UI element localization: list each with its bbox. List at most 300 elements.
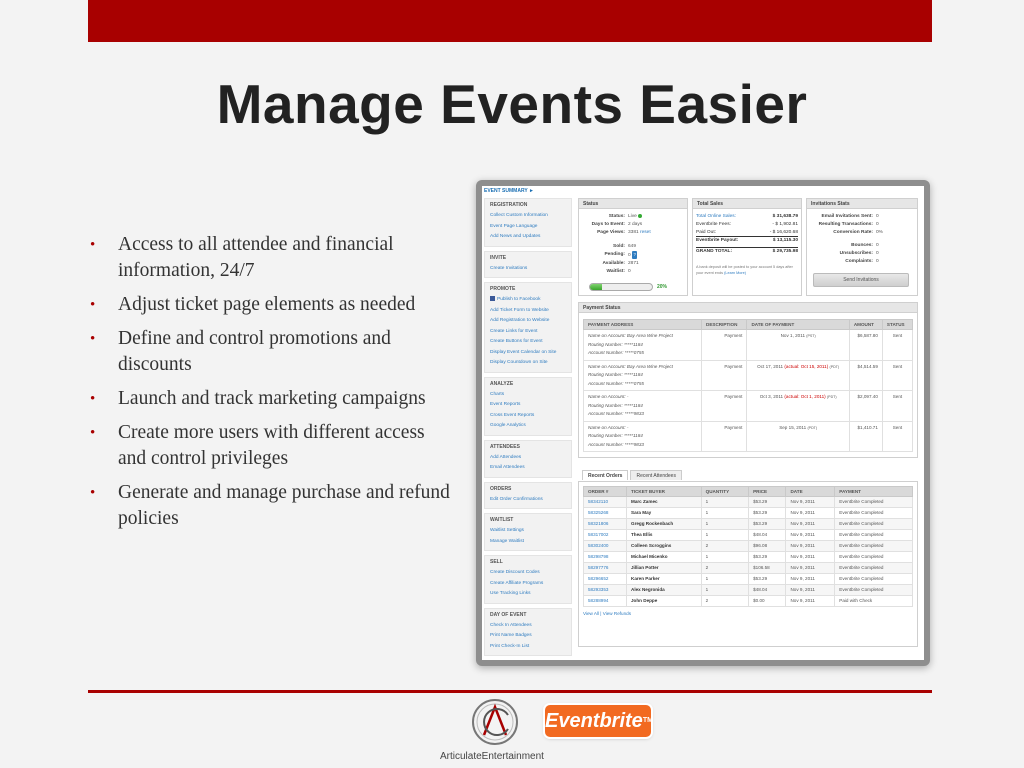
invitation-key: Complaints: <box>845 258 873 264</box>
ticket-buyer: Jillian Potter <box>627 563 702 574</box>
invitation-rows <box>807 209 917 266</box>
sidebar-link-label: Create Links for Event <box>490 328 538 334</box>
payment-header-row <box>584 320 913 330</box>
sidebar-link-label: Use Tracking Links <box>490 591 531 596</box>
payment-column-header: DESCRIPTION <box>702 320 747 330</box>
bullet-text: Generate and manage purchase and refund policies <box>118 482 450 529</box>
sidebar-link-label: Print Name Badges <box>490 633 532 638</box>
order-price: $53.29 <box>749 519 786 530</box>
payment-date-cell <box>747 360 849 391</box>
order-price: $48.04 <box>749 530 786 541</box>
sales-key: Eventbrite Payout: <box>696 238 739 244</box>
status-value: 2 days <box>628 221 643 227</box>
order-number-link[interactable]: 58297776 <box>584 563 627 574</box>
account-number: Account Number: *****0755 <box>588 350 644 355</box>
invitation-key: Unsubscribes: <box>839 251 873 257</box>
bullet-glyph: • <box>90 391 96 407</box>
dashboard-screenshot <box>482 186 924 660</box>
sidebar-link[interactable] <box>490 211 566 222</box>
sidebar-link-label: Email Attendees <box>490 465 525 470</box>
order-number-link[interactable]: 58288994 <box>584 596 627 607</box>
eventbrite-wordmark: Eventbrite <box>545 710 643 732</box>
orders-column-header: TICKET BUYER <box>627 487 702 497</box>
order-date: Nov 9, 2011 <box>786 574 835 585</box>
sidebar-link[interactable] <box>490 232 566 243</box>
sidebar-section <box>484 608 572 657</box>
sidebar-link[interactable] <box>490 358 566 369</box>
bullet-list <box>90 232 450 540</box>
ticket-buyer: Colleen Scroggins <box>627 541 702 552</box>
live-dot-icon <box>638 214 642 218</box>
sales-key[interactable]: Total Online Sales: <box>696 214 736 219</box>
order-quantity: 1 <box>701 552 748 563</box>
order-row <box>584 585 913 596</box>
payment-status-title: Payment Status <box>579 303 917 313</box>
learn-more-link[interactable]: (Learn More) <box>724 270 747 275</box>
bullet-item <box>90 292 450 318</box>
grand-total-value: $ 29,735.98 <box>772 249 798 255</box>
sidebar-link-label: Add Ticket Form to Website <box>490 307 549 313</box>
payment-date-cell <box>747 330 849 361</box>
invitation-value: 0% <box>876 229 883 235</box>
payment-timezone: (PDT) <box>826 395 837 399</box>
sidebar-link[interactable] <box>490 306 566 317</box>
payment-timezone: (PST) <box>806 334 816 338</box>
status-title: Status <box>579 199 687 209</box>
orders-header-row <box>584 487 913 497</box>
payment-description: Payment <box>702 360 747 391</box>
sidebar-section <box>484 482 572 510</box>
bullet-glyph: • <box>90 425 96 441</box>
bullet-text: Define and control promotions and discounts <box>118 328 391 375</box>
sidebar-section <box>484 555 572 604</box>
order-row <box>584 541 913 552</box>
sidebar-section-title: SELL <box>490 559 503 565</box>
invitation-value: 0 <box>876 243 879 249</box>
bullet-item <box>90 420 450 472</box>
payment-timezone: (PDT) <box>829 364 840 369</box>
payment-description: Payment <box>702 391 747 422</box>
order-row <box>584 519 913 530</box>
status-row <box>581 213 685 221</box>
payment-date: Oct 17, 2011 <box>757 363 784 369</box>
order-date: Nov 9, 2011 <box>786 497 835 508</box>
invitation-value: 0 <box>876 258 879 264</box>
sidebar-link[interactable] <box>490 463 566 474</box>
order-payment: Eventbrite Completed <box>835 497 913 508</box>
sidebar-link-label: Display Event Calendar on Site <box>490 349 557 355</box>
sidebar-link[interactable] <box>490 642 566 653</box>
payment-status: Sent <box>882 330 912 361</box>
order-payment: Eventbrite Completed <box>835 541 913 552</box>
orders-footer-links[interactable]: View All | View Refunds <box>583 611 632 616</box>
status-key: Days to Event: <box>591 221 625 227</box>
pending-value: 0 <box>628 253 631 259</box>
payment-column-header: AMOUNT <box>849 320 882 330</box>
order-quantity: 1 <box>701 508 748 519</box>
sidebar-link-label: Cross Event Reports <box>490 412 535 418</box>
payment-description: Payment <box>702 421 747 452</box>
order-quantity: 1 <box>701 530 748 541</box>
articulate-entertainment-wordmark: ArticulateEntertainment <box>440 751 544 762</box>
payment-table <box>583 319 913 452</box>
routing-number: Routing Number: *****1184 <box>588 341 643 347</box>
status-value <box>625 251 637 260</box>
order-number-link[interactable]: 58298798 <box>584 552 627 563</box>
order-quantity: 2 <box>701 596 748 607</box>
sidebar-link[interactable] <box>490 316 566 327</box>
order-number-link[interactable]: 58342110 <box>584 497 627 508</box>
sales-value: - $ 16,620.68 <box>769 229 798 235</box>
sales-progress-label: 20% <box>657 284 668 290</box>
sidebar-section <box>484 198 572 247</box>
status-key: Waitlist: <box>606 268 625 274</box>
invitation-key: Email Invitations Sent: <box>821 214 873 219</box>
payment-column-header: STATUS <box>882 320 912 330</box>
orders-table <box>583 486 913 607</box>
bullet-item <box>90 480 450 532</box>
order-date: Nov 9, 2011 <box>786 519 835 530</box>
tab-recent-attendees[interactable]: Recent Attendees <box>630 470 681 480</box>
status-value: 0 <box>628 268 631 274</box>
facebook-icon <box>490 296 495 301</box>
sidebar-link[interactable] <box>490 537 566 548</box>
ticket-buyer: John Deppe <box>627 596 702 607</box>
sidebar-link[interactable] <box>490 222 566 233</box>
ticket-buyer: Marc Zamec <box>627 497 702 508</box>
sidebar-section-title: ATTENDEES <box>490 443 520 450</box>
order-number-link[interactable]: 58325268 <box>584 508 627 519</box>
order-quantity: 1 <box>701 519 748 530</box>
sidebar-link-label: Create Invitations <box>490 265 528 271</box>
order-price: $53.29 <box>749 574 786 585</box>
order-quantity: 1 <box>701 497 748 508</box>
sales-progress-fill <box>590 284 602 290</box>
bullet-item <box>90 386 450 412</box>
deposit-note <box>696 264 798 276</box>
account-number: Account Number: *****9833 <box>588 441 644 447</box>
invitation-value: 0 <box>876 251 879 257</box>
sidebar-section <box>484 282 572 373</box>
order-quantity: 2 <box>701 541 748 552</box>
sales-row <box>696 229 798 237</box>
status-row <box>581 251 685 260</box>
order-row <box>584 574 913 585</box>
order-date: Nov 9, 2011 <box>786 530 835 541</box>
eventbrite-trademark: TM <box>642 717 653 724</box>
invitation-row <box>809 258 915 266</box>
order-number-link[interactable]: 58302400 <box>584 541 627 552</box>
status-row <box>581 229 685 237</box>
order-payment: Eventbrite Completed <box>835 508 913 519</box>
payment-address-cell <box>584 360 702 391</box>
status-live-text: Live <box>628 214 637 219</box>
slide-title: Manage Events Easier <box>216 73 808 135</box>
payment-date: Nov 1, 2011 <box>780 333 806 338</box>
sidebar-section-title: WAITLIST <box>490 517 514 523</box>
order-row <box>584 563 913 574</box>
sidebar-link-label: Create Discount Codes <box>490 570 540 575</box>
invitation-value: 0 <box>876 214 879 219</box>
order-row <box>584 530 913 541</box>
sidebar-section-title: PROMOTE <box>490 286 516 292</box>
order-number-link[interactable]: 58296652 <box>584 574 627 585</box>
order-payment: Eventbrite Completed <box>835 585 913 596</box>
order-price: $53.29 <box>749 497 786 508</box>
order-price: $96.08 <box>749 541 786 552</box>
order-payment: Paid with Check <box>835 596 913 607</box>
bullet-text: Launch and track marketing campaigns <box>118 388 426 409</box>
ticket-buyer: Michael Micenko <box>627 552 702 563</box>
order-date: Nov 9, 2011 <box>786 585 835 596</box>
order-date: Nov 9, 2011 <box>786 596 835 607</box>
order-quantity: 1 <box>701 574 748 585</box>
order-payment: Eventbrite Completed <box>835 530 913 541</box>
order-price: $48.04 <box>749 585 786 596</box>
ticket-buyer: Karen Parker <box>627 574 702 585</box>
sidebar-section-title: ANALYZE <box>490 380 514 387</box>
grand-total-row <box>696 247 798 256</box>
invitation-row <box>809 242 915 250</box>
dashboard-sidebar <box>484 198 572 658</box>
sidebar-link-label: Charts <box>490 391 505 397</box>
status-panel <box>578 198 688 296</box>
sales-value: $ 31,638.79 <box>772 214 798 219</box>
orders-column-header: ORDER # <box>584 487 627 497</box>
order-date: Nov 9, 2011 <box>786 552 835 563</box>
total-sales-title: Total Sales <box>693 199 801 209</box>
order-number-link[interactable]: 58321806 <box>584 519 627 530</box>
invitations-panel <box>806 198 918 296</box>
sidebar-link[interactable] <box>490 327 566 338</box>
page-views-value: 3381 <box>628 229 639 235</box>
sidebar-link[interactable] <box>490 589 566 600</box>
reset-link[interactable]: reset <box>640 229 651 235</box>
order-number-link[interactable]: 58317002 <box>584 530 627 541</box>
bullet-glyph: • <box>90 237 96 253</box>
sidebar-link[interactable] <box>490 526 566 537</box>
sidebar-link[interactable] <box>490 453 566 464</box>
orders-column-header: QUANTITY <box>701 487 748 497</box>
top-accent-bar <box>88 0 932 42</box>
sidebar-link-label: Event Reports <box>490 402 521 407</box>
invitations-title: Invitations Stats <box>807 199 917 209</box>
status-value <box>625 213 642 221</box>
sidebar-link-label: Create Buttons for Event <box>490 339 543 344</box>
payment-column-header: DATE OF PAYMENT <box>747 320 849 330</box>
orders-column-header: PRICE <box>749 487 786 497</box>
sidebar-link-label: Collect Custom Information <box>490 213 548 218</box>
bullet-item <box>90 232 450 284</box>
order-payment: Eventbrite Completed <box>835 563 913 574</box>
order-price: $53.29 <box>749 508 786 519</box>
order-payment: Eventbrite Completed <box>835 552 913 563</box>
sidebar-section <box>484 513 572 551</box>
bottom-accent-line <box>88 690 932 693</box>
sales-value: $ 13,115.30 <box>772 238 798 244</box>
sidebar-section-title: ORDERS <box>490 485 512 492</box>
sales-key: Eventbrite Fees: <box>696 221 731 227</box>
ticket-buyer: Thea Ellis <box>627 530 702 541</box>
payment-actual-date: (actual: Oct 15, 2011) <box>784 363 829 369</box>
sales-row <box>696 213 798 221</box>
bullet-text: Adjust ticket page elements as needed <box>118 294 416 315</box>
sidebar-link-label: Manage Waitlist <box>490 538 524 544</box>
payment-row <box>584 330 913 361</box>
account-name: Name on Account: - <box>588 424 629 430</box>
send-invitations-button[interactable]: Send Invitations <box>813 273 909 287</box>
invitation-key: Resulting Transactions: <box>818 221 873 227</box>
bullet-text: Create more users with different access and control privileges <box>118 422 425 469</box>
routing-number: Routing Number: *****1184 <box>588 433 643 438</box>
invitation-row <box>809 213 915 221</box>
status-key: Status: <box>608 214 625 219</box>
sidebar-link[interactable] <box>490 400 566 411</box>
order-payment: Eventbrite Completed <box>835 519 913 530</box>
sidebar-link-label: Edit Order Confirmations <box>490 496 543 502</box>
payment-row <box>584 391 913 422</box>
payment-amount: $1,410.71 <box>849 421 882 452</box>
sidebar-link[interactable] <box>490 337 566 348</box>
deposit-note-text: A bank deposit will be posted to your account 5 days after your event ends <box>696 264 793 275</box>
status-key: Page Views: <box>597 229 625 235</box>
sales-value: - $ 1,902.81 <box>772 221 798 227</box>
order-row <box>584 552 913 563</box>
sidebar-link-label: Google Analytics <box>490 423 526 428</box>
sidebar-section <box>484 440 572 478</box>
payment-status: Sent <box>882 391 912 422</box>
sidebar-section-title: REGISTRATION <box>490 202 528 208</box>
bullet-glyph: • <box>90 297 96 313</box>
bullet-item <box>90 326 450 378</box>
order-row <box>584 508 913 519</box>
sidebar-link[interactable] <box>490 621 566 632</box>
sidebar-link[interactable] <box>490 568 566 579</box>
sidebar-link[interactable] <box>490 411 566 422</box>
tab-recent-orders[interactable]: Recent Orders <box>582 470 628 480</box>
account-name: Name on Account: Bay Area Wine Project <box>588 363 673 369</box>
account-number: Account Number: *****0755 <box>588 380 644 386</box>
event-summary-header[interactable]: EVENT SUMMARY ► <box>484 188 534 194</box>
total-sales-panel <box>692 198 802 296</box>
order-price: $0.00 <box>749 596 786 607</box>
sidebar-link[interactable] <box>490 264 566 275</box>
order-price: $106.58 <box>749 563 786 574</box>
order-date: Nov 9, 2011 <box>786 508 835 519</box>
status-row <box>581 243 685 251</box>
sidebar-link-label: Add News and Updates <box>490 234 541 239</box>
invitation-row <box>809 221 915 229</box>
payment-address-cell <box>584 421 702 452</box>
sidebar-section-title: DAY OF EVENT <box>490 611 527 618</box>
payment-amount: $4,514.59 <box>849 360 882 391</box>
payment-date: Oct 3, 2011 <box>759 394 784 399</box>
invitation-value: 0 <box>876 221 879 227</box>
status-row <box>581 221 685 229</box>
invitation-key: Conversion Rate: <box>833 229 873 235</box>
sales-rows <box>693 209 801 276</box>
dashboard-main <box>578 198 922 658</box>
sidebar-link-label: Add Registration to Website <box>490 318 550 323</box>
sales-key: Paid Out: <box>696 229 716 235</box>
sidebar-section <box>484 251 572 279</box>
sidebar-link-label: Event Page Language <box>490 223 538 229</box>
invitation-row <box>809 229 915 237</box>
order-price: $53.29 <box>749 552 786 563</box>
status-key: Pending: <box>604 252 625 258</box>
routing-number: Routing Number: *****1184 <box>588 402 643 408</box>
payment-column-header: PAYMENT ADDRESS <box>584 320 702 330</box>
bullet-glyph: • <box>90 485 96 501</box>
ticket-buyer: Sara May <box>627 508 702 519</box>
invitation-row <box>809 250 915 258</box>
sidebar-link[interactable] <box>490 421 566 432</box>
ticket-buyer: Gregg Rockenbach <box>627 519 702 530</box>
sidebar-link[interactable] <box>490 579 566 590</box>
order-row <box>584 596 913 607</box>
status-row <box>581 260 685 268</box>
help-icon[interactable]: ? <box>633 252 636 258</box>
status-value: 2871 <box>628 260 639 266</box>
sidebar-link-label: Print Check-In List <box>490 643 530 649</box>
payment-status: Sent <box>882 421 912 452</box>
sales-row <box>696 236 798 245</box>
payment-description: Payment <box>702 330 747 361</box>
sidebar-link[interactable] <box>490 495 566 506</box>
payment-amount: $6,587.80 <box>849 330 882 361</box>
routing-number: Routing Number: *****1184 <box>588 372 643 377</box>
account-name: Name on Account: - <box>588 394 629 399</box>
eventbrite-logo <box>545 705 651 737</box>
account-number: Account Number: *****9833 <box>588 411 644 416</box>
payment-date-cell <box>747 391 849 422</box>
payment-address-cell <box>584 391 702 422</box>
sidebar-link-label: Add Attendees <box>490 454 522 460</box>
account-name: Name on Account: Bay Area Wine Project <box>588 333 673 338</box>
order-number-link[interactable]: 58293353 <box>584 585 627 596</box>
sales-row <box>696 221 798 229</box>
order-quantity: 2 <box>701 563 748 574</box>
sidebar-link-label: Display Countdown on Site <box>490 360 548 365</box>
sidebar-link[interactable] <box>490 631 566 642</box>
orders-panel <box>578 481 918 647</box>
payment-date-cell <box>747 421 849 452</box>
orders-column-header: DATE <box>786 487 835 497</box>
sales-progress-bar <box>589 283 653 291</box>
invitation-key: Bounces: <box>851 243 873 249</box>
payment-row <box>584 421 913 452</box>
status-value <box>625 229 651 237</box>
sidebar-link[interactable] <box>490 348 566 359</box>
sidebar-section-title: INVITE <box>490 254 507 261</box>
sidebar-link-label: Check In Attendees <box>490 622 532 628</box>
payment-amount: $2,097.40 <box>849 391 882 422</box>
order-quantity: 1 <box>701 585 748 596</box>
payment-status-panel <box>578 302 918 458</box>
orders-tabs <box>582 470 684 480</box>
sidebar-link-label: Waitlist Settings <box>490 528 524 533</box>
order-date: Nov 9, 2011 <box>786 563 835 574</box>
order-row <box>584 497 913 508</box>
bullet-text: Access to all attendee and financial information, 24/7 <box>118 234 394 281</box>
status-rows <box>579 209 687 276</box>
orders-column-header: PAYMENT <box>835 487 913 497</box>
grand-total-label: GRAND TOTAL: <box>696 249 733 255</box>
sidebar-link[interactable] <box>490 295 566 306</box>
sidebar-link[interactable] <box>490 390 566 401</box>
payment-actual-date: (actual: Oct 1, 2011) <box>784 394 826 399</box>
status-key: Available: <box>602 260 625 266</box>
